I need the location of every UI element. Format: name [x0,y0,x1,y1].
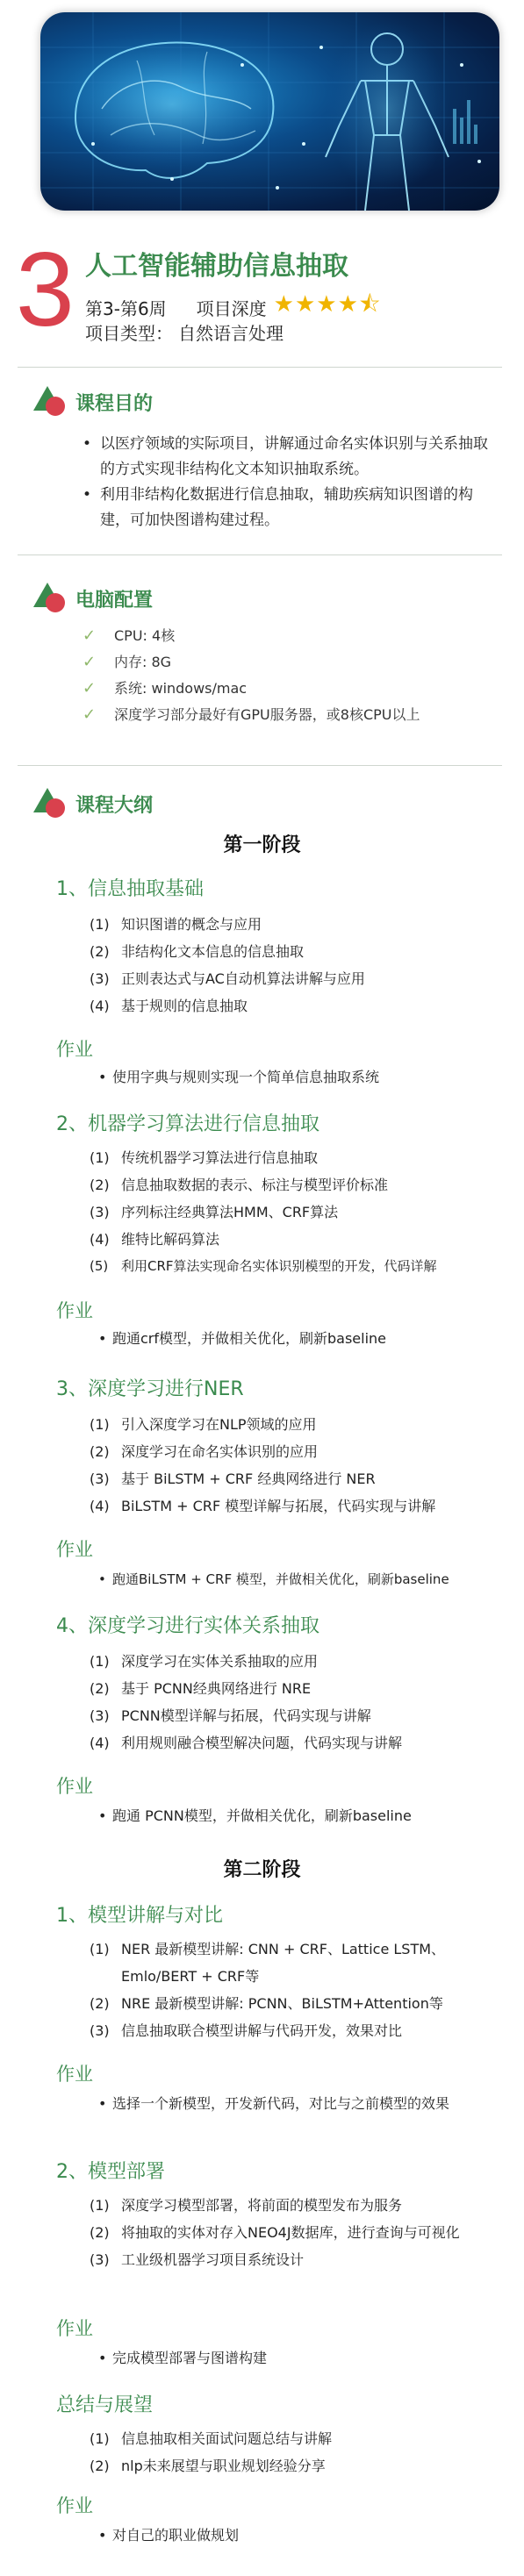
section-goal-title: 课程目的 [75,392,154,415]
p2-module-2-list [90,2192,493,2273]
module-4-list [90,1648,511,1757]
homework-item: • 使用字典与规则实现一个简单信息抽取系统 [98,1065,379,1090]
list-item: ✓ 深度学习部分最好有GPU服务器，或8核CPU以上 [83,702,504,728]
list-item: (3) 工业级机器学习项目系统设计 [90,2251,305,2268]
list-item: (2) 信息抽取数据的表示、标注与模型评价标准 [90,1177,389,1193]
project-type-label: 项目类型： [85,323,173,344]
p2-module-2-title: 2、模型部署 [56,2161,165,2183]
module-4-title: 4、深度学习进行实体关系抽取 [56,1615,319,1637]
project-type [85,319,284,345]
divider [18,367,502,368]
section-pc-title: 电脑配置 [75,589,154,612]
list-item: (1) 深度学习模型部署，将前面的模型发布为服务 [90,2197,403,2214]
section-marker-icon [33,386,67,418]
module-3-title: 3、深度学习进行NER [56,1378,244,1400]
list-item: (2) 将抽取的实体对存入NEO4J数据库，进行查询与可视化 [90,2224,460,2241]
list-item: (1) 知识图谱的概念与应用 [90,916,262,933]
homework-item: • 完成模型部署与图谱构建 [98,2346,267,2371]
list-item: (1) 信息抽取相关面试问题总结与讲解 [90,2430,333,2447]
list-item: ✓ 系统: windows/mac [83,676,504,702]
phase-1-title: 第一阶段 [223,834,301,856]
list-item: • 以医疗领域的实际项目，讲解通过命名实体识别与关系抽取的方式实现非结构化文本知识抽取系统。 [83,432,495,483]
check-icon: ✓ [83,705,97,724]
list-item: (2) 非结构化文本信息的信息抽取 [90,943,305,960]
p2-module-3-title: 总结与展望 [56,2394,154,2416]
p2-module-1-title: 1、模型讲解与对比 [56,1905,223,1927]
homework-label: 作业 [56,1539,93,1560]
list-item: (3) 基于 BiLSTM + CRF 经典网络进行 NER [90,1470,376,1487]
pc-list [83,623,504,728]
list-item: (2) 深度学习在命名实体识别的应用 [90,1443,319,1460]
module-3-list [90,1411,511,1520]
list-item: (2) NRE 最新模型讲解: PCNN、BiLSTM+Attention等 [90,1995,443,2012]
list-item: (4) 基于规则的信息抽取 [90,998,248,1014]
list-item: (3) 序列标注经典算法HMM、CRF算法 [90,1204,339,1220]
project-title: 人工智能辅助信息抽取 [85,251,348,282]
list-item: ✓ 内存: 8G [83,649,504,676]
list-item: (4) 利用规则融合模型解决问题，代码实现与讲解 [90,1735,403,1751]
p2-module-3-list [90,2425,493,2479]
list-item: (3) 信息抽取联合模型讲解与代码开发，效果对比 [90,2022,403,2039]
list-item: (1) 深度学习在实体关系抽取的应用 [90,1653,319,1670]
section-pc-head [33,583,153,614]
homework-label: 作业 [56,1300,93,1321]
check-icon: ✓ [83,653,97,671]
list-item: (4) 维特比解码算法 [90,1231,220,1248]
project-depth-label: 项目深度 [196,297,267,319]
rating-stars-icon: ★★★★⯪ [273,291,382,318]
section-marker-icon [33,583,67,614]
list-item: (5) 利用CRF算法实现命名实体识别模型的开发，代码详解 [90,1258,437,1274]
list-item: (3) PCNN模型详解与拓展，代码实现与讲解 [90,1707,371,1724]
list-item: (3) 正则表达式与AC自动机算法讲解与应用 [90,970,365,987]
check-icon: ✓ [83,679,97,698]
banner-image [40,12,499,211]
section-outline-title: 课程大纲 [75,794,154,817]
homework-item: • 对自己的职业做规划 [98,2523,239,2548]
list-item: (1) NER 最新模型讲解: CNN + CRF、Lattice LSTM、Emlo/BERT + CRF等 [90,1941,446,1985]
goal-list [83,432,495,533]
project-type-value: 自然语言处理 [178,323,284,344]
homework-label: 作业 [56,2064,93,2085]
check-icon: ✓ [83,626,97,645]
list-item: (1) 引入深度学习在NLP领域的应用 [90,1416,317,1433]
module-1-title: 1、信息抽取基础 [56,878,204,900]
section-marker-icon [33,788,67,819]
module-1-list [90,911,365,1020]
section-goal-head [33,386,153,418]
homework-item: • 跑通 PCNN模型，并做相关优化，刷新baseline [98,1804,412,1828]
list-item: (4) BiLSTM + CRF 模型详解与拓展，代码实现与讲解 [90,1498,436,1514]
project-number: 3 [16,231,75,348]
homework-label: 作业 [56,2495,93,2516]
list-item: ✓ CPU: 4核 [83,623,504,649]
module-2-list [90,1144,511,1280]
homework-label: 作业 [56,2318,93,2339]
homework-item: • 跑通BiLSTM + CRF 模型，并做相关优化，刷新baseline [98,1567,449,1592]
phase-2-title: 第二阶段 [223,1859,301,1881]
homework-label: 作业 [56,1039,93,1060]
divider [18,765,502,766]
p2-module-1-list [90,1936,476,2044]
section-outline-head [33,788,153,819]
list-item: • 利用非结构化数据进行信息抽取，辅助疾病知识图谱的构建，可加快图谱构建过程。 [83,483,495,533]
list-item: (1) 传统机器学习算法进行信息抽取 [90,1149,319,1166]
ai-brain-human-illustration [40,12,499,211]
project-weeks: 第3-第6周 [85,297,167,319]
list-item: (2) nlp未来展望与职业规划经验分享 [90,2458,326,2474]
homework-label: 作业 [56,1776,93,1797]
homework-item: • 跑通crf模型，并做相关优化，刷新baseline [98,1327,386,1351]
list-item: (2) 基于 PCNN经典网络进行 NRE [90,1680,312,1697]
homework-item: • 选择一个新模型，开发新代码，对比与之前模型的效果 [98,2092,467,2116]
module-2-title: 2、机器学习算法进行信息抽取 [56,1113,319,1135]
